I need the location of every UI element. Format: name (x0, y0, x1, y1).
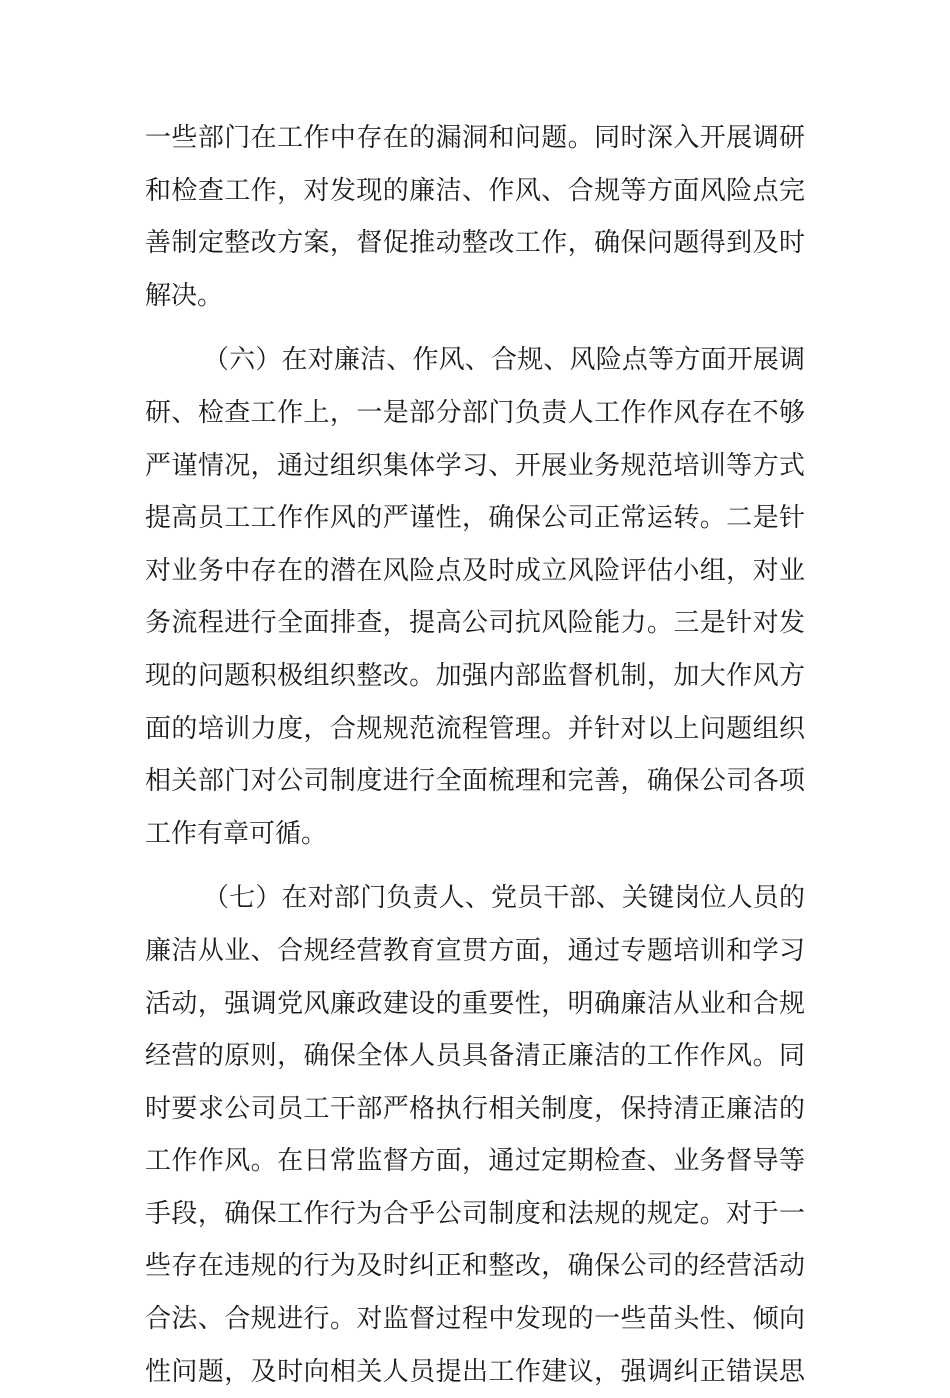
text-line: 提高员工工作作风的严谨性，确保公司正常运转。二是针 (145, 503, 805, 534)
text-line: 现的问题积极组织整改。加强内部监督机制，加大作风方 (145, 660, 805, 691)
text-line: 性问题，及时向相关人员提出工作建议，强调纠正错误思 (145, 1356, 805, 1387)
text-line: 合法、合规进行。对监督过程中发现的一些苗头性、倾向 (145, 1304, 805, 1335)
text-line: 工作有章可循。 (145, 818, 328, 849)
text-line: 务流程进行全面排查，提高公司抗风险能力。三是针对发 (145, 608, 805, 639)
text-line: 研、检查工作上，一是部分部门负责人工作作风存在不够 (145, 397, 805, 428)
paragraph-spacer (145, 860, 805, 872)
text-line: 经营的原则，确保全体人员具备清正廉洁的工作作风。同 (145, 1041, 805, 1072)
paragraph-spacer (145, 322, 805, 334)
text-line: 严谨情况，通过组织集体学习、开展业务规范培训等方式 (145, 450, 805, 481)
text-line: 工作作风。在日常监督方面，通过定期检查、业务督导等 (145, 1146, 805, 1177)
text-line: 廉洁从业、合规经营教育宣贯方面，通过专题培训和学习 (145, 935, 805, 966)
paragraph-section-7 (145, 872, 805, 1398)
text-line: 面的培训力度，合规规范流程管理。并针对以上问题组织 (145, 713, 805, 744)
text-line: 一些部门在工作中存在的漏洞和问题。同时深入开展调研 (145, 123, 805, 153)
text-line: （七）在对部门负责人、党员干部、关键岗位人员的 (203, 883, 805, 914)
text-line: （六）在对廉洁、作风、合规、风险点等方面开展调 (203, 345, 805, 376)
text-line: 些存在违规的行为及时纠正和整改，确保公司的经营活动 (145, 1251, 805, 1282)
text-line: 时要求公司员工干部严格执行相关制度，保持清正廉洁的 (145, 1093, 805, 1124)
text-line: 对业务中存在的潜在风险点及时成立风险评估小组，对业 (145, 555, 805, 586)
text-line: 和检查工作，对发现的廉洁、作风、合规等方面风险点完 (145, 175, 805, 206)
paragraph-section-6 (145, 334, 805, 860)
document-body (145, 112, 805, 1398)
text-line: 解决。 (145, 280, 224, 311)
text-line: 活动，强调党风廉政建设的重要性，明确廉洁从业和合规 (145, 988, 805, 1019)
text-line: 相关部门对公司制度进行全面梳理和完善，确保公司各项 (145, 766, 805, 797)
text-line: 善制定整改方案，督促推动整改工作，确保问题得到及时 (145, 228, 805, 259)
text-line: 手段，确保工作行为合乎公司制度和法规的规定。对于一 (145, 1198, 805, 1229)
paragraph-1 (145, 112, 805, 322)
